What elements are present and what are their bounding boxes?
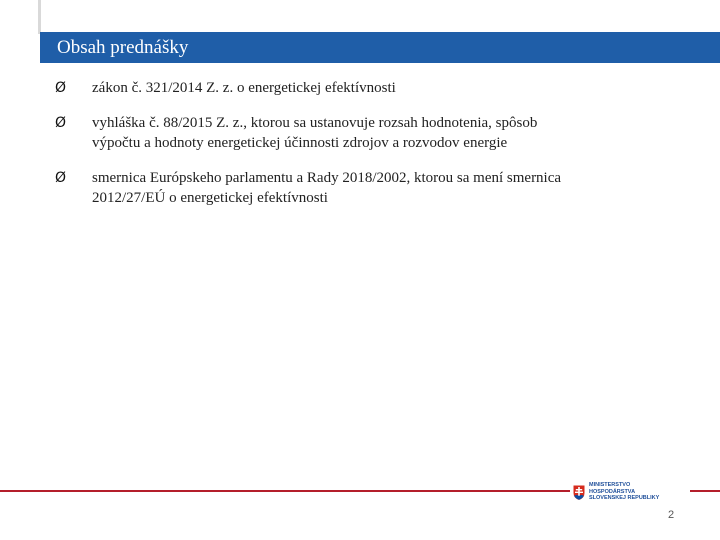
- page-number: 2: [668, 509, 675, 521]
- bullet-list: [55, 78, 705, 223]
- arrow-bullet-icon: Ø: [55, 115, 67, 131]
- slide-title: Obsah prednášky: [57, 37, 189, 58]
- bullet-item: [55, 78, 705, 98]
- logo-text-line: SLOVENSKEJ REPUBLIKY: [589, 495, 660, 501]
- bullet-line: výpočtu a hodnoty energetickej účinnosti zdrojov a rozvodov energie: [92, 135, 508, 151]
- ministry-logo: [570, 480, 690, 504]
- left-vertical-rule: [38, 0, 41, 34]
- logo-text-line: HOSPODÁRSTVA: [589, 488, 636, 495]
- bullet-line: vyhláška č. 88/2015 Z. z., ktorou sa ustanovuje rozsah hodnotenia, spôsob: [92, 115, 538, 131]
- bullet-line: smernica Európskeho parlamentu a Rady 2018/2002, ktorou sa mení smernica: [92, 170, 562, 186]
- logo-text: [589, 482, 659, 502]
- slovak-coat-of-arms-icon: [572, 484, 586, 501]
- bullet-line: zákon č. 321/2014 Z. z. o energetickej efektívnosti: [92, 80, 396, 96]
- bullet-line: 2012/27/EÚ o energetickej efektívnosti: [92, 190, 328, 206]
- arrow-bullet-icon: Ø: [55, 170, 67, 186]
- arrow-bullet-icon: Ø: [55, 80, 67, 96]
- bullet-item: [55, 113, 705, 153]
- title-bar: [40, 32, 720, 63]
- logo-text-line: MINISTERSTVO: [589, 482, 631, 488]
- bullet-item: [55, 168, 705, 208]
